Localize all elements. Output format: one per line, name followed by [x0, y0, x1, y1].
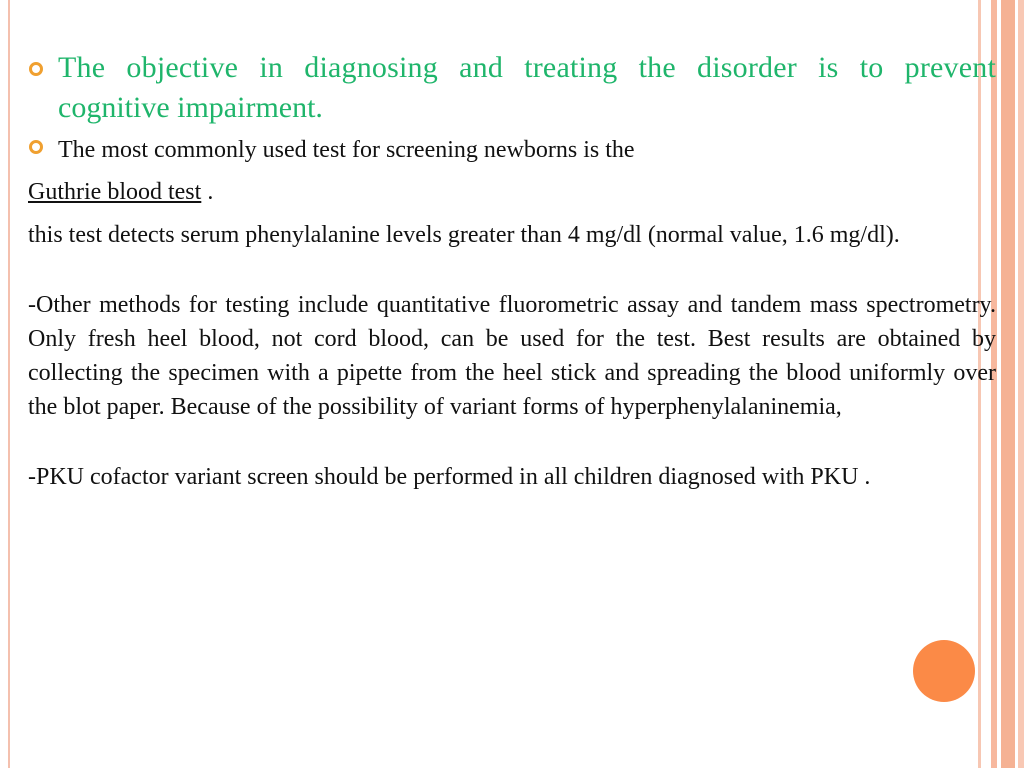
guthrie-suffix: . [201, 179, 214, 205]
other-methods-paragraph: -Other methods for testing include quantitative fluorometric assay and tandem mass spectrometry. Only fresh heel blood, not cord blood, can be used for the test. Best results are obtained by collecting the specimen with a pipette from the heel stick and spreading the blood uniformly over the blot paper. Because of the possibility of variant forms of hyperphenylalaninemia, [28, 292, 996, 420]
screening-test-text: The most commonly used test for screening newborns is the [58, 137, 635, 163]
pku-screen-paragraph: -PKU cofactor variant screen should be performed in all children diagnosed with PKU . [28, 464, 871, 490]
ring-bullet-icon [29, 62, 43, 76]
objective-line-1: The objective in diagnosing and treating the disorder is to prevent [58, 51, 996, 84]
bullet-screening-test [28, 134, 996, 166]
ring-bullet-icon [29, 140, 43, 154]
objective-line-2: cognitive impairment. [58, 91, 323, 124]
left-frame-line [8, 0, 10, 768]
bullet-objective [28, 48, 996, 128]
slide-content [28, 48, 996, 494]
guthrie-line [28, 176, 996, 208]
guthrie-blood-test-link[interactable]: Guthrie blood test [28, 179, 202, 205]
orange-circle-decoration [913, 640, 975, 702]
test-detects-paragraph: this test detects serum phenylalanine levels greater than 4 mg/dl (normal value, 1.6 mg/dl). [28, 222, 900, 248]
stripe [1018, 0, 1024, 768]
stripe [1001, 0, 1015, 768]
